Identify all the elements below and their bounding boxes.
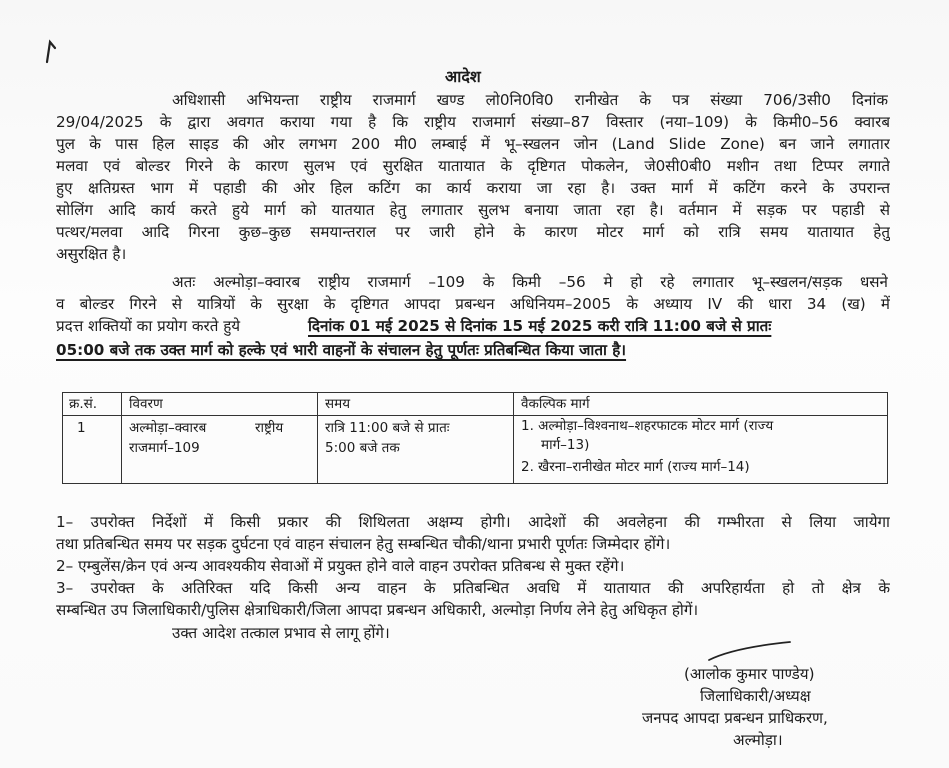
signatory-name: (आलोक कुमार पाण्डेय) [684, 665, 815, 683]
instruction-line: 2– एम्बुलेंस/क्रेन एवं अन्य आवश्यकीय सेवाओं में प्रयुक्त होने वाले वाहन उपरोक्त प्रतिबन्ध से मुक्त रहेंगे। [56, 557, 625, 575]
para1-line: पत्थर/मलवा आदि गिरना कुछ–कुछ समयान्तराल पर जारी होने के कारण मोटर मार्ग को रात्रि समय यातायात हेतु [56, 223, 890, 241]
signatory-authority: जनपद आपदा प्रबन्धन प्राधिकरण, [642, 709, 828, 727]
table-cell-alt-route: 1. अल्मोड़ा–विश्वनाथ–शहरफाटक मोटर मार्ग (राज्य [521, 418, 774, 434]
para1-line: अधिशासी अभियन्ता राष्ट्रीय राजमार्ग खण्ड लो0नि0वि0 रानीखेत के पत्र संख्या 706/3सी0 दिनांक [172, 91, 888, 109]
para1-line: 29/04/2025 के द्वारा अवगत कराया गया है कि राष्ट्रीय राजमार्ग संख्या–87 विस्तार (नया–109) के किमी0–56 क्वारब [56, 113, 890, 131]
table-cell-sno: 1 [77, 420, 86, 436]
table-header: वैकल्पिक मार्ग [521, 396, 590, 412]
instruction-line: सम्बन्धित उप जिलाधिकारी/पुलिस क्षेत्राधिकारी/जिला आपदा प्रबन्धन अधिकारी, अल्मोड़ा निर्णय लेने हेतु अधिकृत होगें। [56, 601, 699, 619]
para1-line: सोलिंग आदि कार्य करते हुये मार्ग को यातयात हेतु लगातार सुलभ बनाया जाता रहा है। वर्तमान में सड़क पर पहाडी से [56, 201, 890, 219]
para2-line: प्रदत्त शक्तियों का प्रयोग करते हुये [56, 317, 241, 335]
signatory-place: अल्मोड़ा। [733, 731, 783, 749]
table-cell-time: 5:00 बजे तक [325, 440, 400, 456]
pen-mark [38, 38, 58, 64]
route-table [62, 392, 888, 484]
table-cell-desc: राष्ट्रीय [255, 420, 284, 436]
table-header: क्र.सं. [69, 396, 98, 412]
instruction-line: तथा प्रतिबन्धित समय पर सड़क दुर्घटना एवं वाहन संचालन हेतु सम्बन्धित चौकी/थाना प्रभारी पूर्णतः जिम्मेदार होंगे। [56, 535, 671, 553]
document-title: आदेश [445, 67, 481, 86]
ban-period-text: दिनांक 01 मई 2025 से दिनांक 15 मई 2025 करी रात्रि 11:00 बजे से प्रातः [308, 317, 772, 335]
table-cell-alt-route: 2. खैरना–रानीखेत मोटर मार्ग (राज्य मार्ग–14) [521, 459, 750, 475]
para1-line: हुए क्षतिग्रस्त भाग में पहाडी की ओर हिल कटिंग का कार्य कराया जा रहा है। उक्त मार्ग में कटिंग करने के उपरान्त [56, 179, 890, 197]
para1-line: मलवा एवं बोल्डर गिरने के कारण सुलभ एवं सुरक्षित यातायात के दृष्टिगत पोकलेन, जे0सी0बी0 मशीन तथा टिप्पर लगाते [56, 157, 890, 175]
instruction-line: उक्त आदेश तत्काल प्रभाव से लागू होंगे। [172, 624, 390, 642]
table-header: समय [325, 396, 351, 412]
para1-line: पुल के पास हिल साइड की ओर लगभग 200 मी0 लम्बाई में भू–स्खलन जोन (Land Slide Zone) बन जाने लगातार [56, 135, 890, 153]
instruction-line: 3– उपरोक्त के अतिरिक्त यदि किसी अन्य वाहन के प्रतिबन्धित अवधि में यातायात की अपरिहार्यता हो तो क्षेत्र के [56, 579, 890, 597]
table-cell-desc: राजमार्ग–109 [129, 440, 200, 456]
table-cell-desc: अल्मोड़ा–क्वारब [129, 420, 207, 436]
signatory-designation: जिलाधिकारी/अध्यक्ष [700, 687, 811, 705]
para2-line: अतः अल्मोड़ा–क्वारब राष्ट्रीय राजमार्ग –109 के किमी –56 मे हो रहे लगातार भू–स्खलन/सड़क धसने [172, 273, 888, 291]
table-cell-alt-route: मार्ग–13) [541, 437, 590, 453]
table-header: विवरण [129, 396, 163, 412]
signature-mark [705, 638, 795, 666]
para2-line: व बोल्डर गिरने से यात्रियों के सुरक्षा के दृष्टिगत आपदा प्रबन्धन अधिनियम–2005 के अध्याय IV की धारा 34 (ख) में [56, 295, 890, 313]
para1-line: असुरक्षित है। [56, 245, 127, 263]
instruction-line: 1– उपरोक्त निर्देशों में किसी प्रकार की शिथिलता अक्षम्य होगी। आदेशों की अवलेहना की गम्भीरता से लिया जायेगा [56, 513, 890, 531]
ban-period-text: 05:00 बजे तक उक्त मार्ग को हल्के एवं भारी वाहनों के संचालन हेतु पूर्णतः प्रतिबन्धित किया जाता है। [56, 341, 627, 359]
table-cell-time: रात्रि 11:00 बजे से प्रातः [325, 420, 450, 436]
